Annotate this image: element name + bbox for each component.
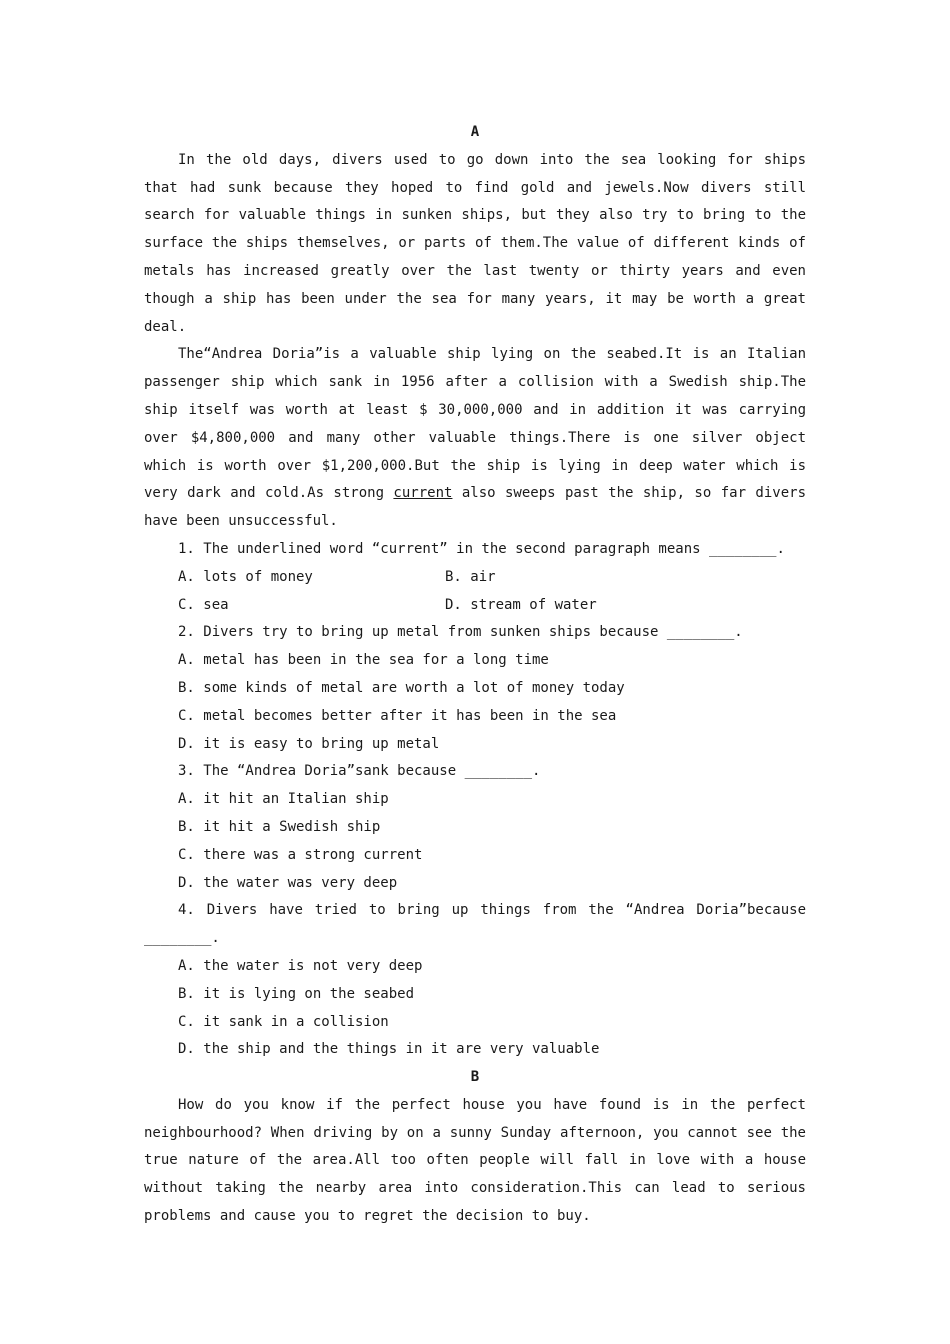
question-2-option-b: B. some kinds of metal are worth a lot of money today xyxy=(178,679,625,696)
question-4-option-d: D. the ship and the things in it are very valuable xyxy=(178,1041,600,1058)
section-a-paragraph-2 xyxy=(144,341,806,536)
question-4-option-b: B. it is lying on the seabed xyxy=(178,985,415,1002)
question-4-option-c: C. it sank in a collision xyxy=(178,1013,389,1030)
question-3-option-c: C. there was a strong current xyxy=(178,846,423,863)
question-1-stem: 1. The underlined word “current” in the second paragraph means ________. xyxy=(178,540,785,557)
question-1-option-a: A. lots of money xyxy=(178,568,313,585)
question-2-option-a: A. metal has been in the sea for a long time xyxy=(178,652,549,669)
question-2-option-c: C. metal becomes better after it has been in the sea xyxy=(178,707,617,724)
question-1-options-row-1 xyxy=(144,564,806,592)
document-page xyxy=(144,119,806,1231)
paragraph-2-text-after: also sweeps past the ship, so far divers have been unsuccessful. xyxy=(144,485,806,530)
section-a-paragraph-1: In the old days, divers used to go down into the sea looking for ships that had sunk because they hoped to find gold and jewels.Now divers still search for valuable things in sunken ships, but they also try to bring to the surface the ships themselves, or parts of them.The value of different kinds of metals has increased greatly over the last twenty or thirty years and even though a ship has been under the sea for many years, it may be worth a great deal. xyxy=(144,151,806,335)
question-1-option-b: B. air xyxy=(445,568,496,585)
question-3-option-b: B. it hit a Swedish ship xyxy=(178,818,381,835)
question-4-option-a: A. the water is not very deep xyxy=(178,957,423,974)
question-4-stem: 4. Divers have tried to bring up things from the “Andrea Doria”because ________. xyxy=(144,902,806,947)
question-2-stem: 2. Divers try to bring up metal from sunken ships because ________. xyxy=(178,624,743,641)
underlined-word-current: current xyxy=(393,485,453,502)
question-3-option-d: D. the water was very deep xyxy=(178,874,398,891)
question-3-stem: 3. The “Andrea Doria”sank because ________. xyxy=(178,763,541,780)
section-b-paragraph-1: How do you know if the perfect house you have found is in the perfect neighbourhood? When driving by on a sunny Sunday afternoon, you cannot see the true nature of the area.All too often people will fall in love with a house without taking the nearby area into consideration.This can lead to serious problems and cause you to regret the decision to buy. xyxy=(144,1096,806,1225)
paragraph-2-text-before: The“Andrea Doria”is a valuable ship lying on the seabed.It is an Italian passenger ship which sank in 1956 after a collision with a Swedish ship.The ship itself was worth at least $ 30,000,000 and in addition it was carrying over $4,800,000 and many other valuable things.There is one silver object which is worth over $1,200,000.But the ship is lying in deep water which is very dark and cold.As strong xyxy=(144,346,806,502)
question-1-options-row-2 xyxy=(144,592,806,620)
question-1-option-d: D. stream of water xyxy=(445,596,597,613)
question-3-option-a: A. it hit an Italian ship xyxy=(178,791,389,808)
section-a-title: A xyxy=(470,124,480,140)
question-1-option-c: C. sea xyxy=(178,596,229,613)
section-b-title: B xyxy=(470,1069,480,1086)
question-2-option-d: D. it is easy to bring up metal xyxy=(178,735,440,752)
